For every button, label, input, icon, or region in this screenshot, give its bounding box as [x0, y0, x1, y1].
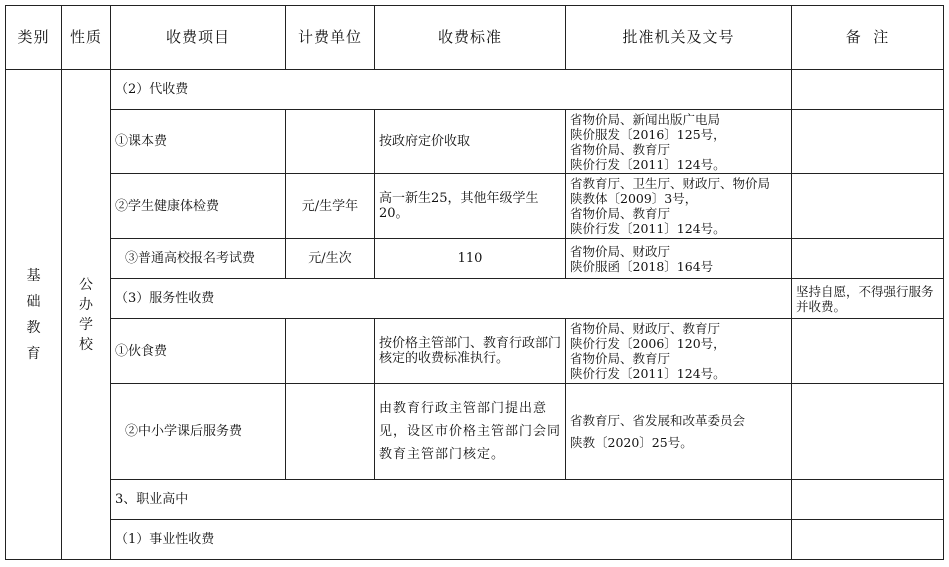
approval-line: 陕价服发〔2016〕125号，: [570, 126, 726, 142]
textbook-standard: 按政府定价收取: [375, 110, 566, 174]
afterschool-unit: [286, 384, 375, 480]
exam-remark: [792, 239, 944, 279]
vocational-section-remark: [792, 480, 944, 520]
approval-line: 陕价行发〔2006〕120号，: [570, 336, 726, 351]
approval-line: 陕价行发〔2011〕124号。: [570, 366, 726, 381]
vocational-section-label: 3、职业高中: [111, 480, 792, 520]
health-item: ②学生健康体检费: [111, 174, 286, 239]
table-row: [6, 110, 944, 174]
approval-line: 陕价行发〔2011〕124号。: [570, 156, 726, 172]
business-section-label: （1）事业性收费: [111, 520, 792, 560]
nature-cell: [62, 70, 111, 560]
category-value: 基础教育: [26, 267, 41, 362]
approval-line: 省物价局、教育厅: [570, 141, 671, 157]
table-row: [6, 384, 944, 480]
health-remark: [792, 174, 944, 239]
table-row: [6, 520, 944, 560]
service-section-remark: 坚持自愿，不得强行服务并收费。: [792, 279, 944, 319]
header-item: 收费项目: [111, 6, 286, 70]
meal-item: ①伙食费: [111, 319, 286, 384]
table-row: [6, 70, 944, 110]
afterschool-item: ②中小学课后服务费: [111, 384, 286, 480]
exam-item: ③普通高校报名考试费: [111, 239, 286, 279]
fee-table: [5, 5, 944, 560]
health-approval: [566, 174, 792, 239]
approval-line: 省教育厅、卫生厅、财政厅、物价局: [570, 176, 771, 191]
table-row: [6, 174, 944, 239]
header-unit: 计费单位: [286, 6, 375, 70]
service-section-label: （3）服务性收费: [111, 279, 792, 319]
textbook-unit: [286, 110, 375, 174]
health-standard: 高一新生25，其他年级学生20。: [375, 174, 566, 239]
header-nature: 性质: [62, 6, 111, 70]
approval-line: 陕教〔2020〕25号。: [570, 434, 693, 450]
exam-unit: 元/生次: [286, 239, 375, 279]
fee-table-document: [5, 5, 944, 560]
approval-line: 省教育厅、省发展和改革委员会: [570, 412, 746, 428]
exam-approval: [566, 239, 792, 279]
approval-line: 陕价服函〔2018〕164号: [570, 258, 714, 274]
business-section-remark: [792, 520, 944, 560]
afterschool-approval: [566, 384, 792, 480]
health-unit: 元/生学年: [286, 174, 375, 239]
table-header-row: [6, 6, 944, 70]
table-row: [6, 319, 944, 384]
exam-standard: 110: [375, 239, 566, 279]
header-remark: 备 注: [792, 6, 944, 70]
approval-line: 省物价局、新闻出版广电局: [570, 111, 721, 127]
category-cell: [6, 70, 62, 560]
approval-line: 陕教体〔2009〕3号，: [570, 191, 698, 206]
agency-section-label: （2）代收费: [111, 70, 792, 110]
approval-line: 省物价局、财政厅、教育厅: [570, 321, 721, 336]
afterschool-standard: 由教育行政主管部门提出意见，设区市价格主管部门会同教育主管部门核定。: [375, 384, 566, 480]
approval-line: 省物价局、教育厅: [570, 206, 671, 221]
textbook-approval: [566, 110, 792, 174]
afterschool-remark: [792, 384, 944, 480]
approval-line: 省物价局、财政厅: [570, 243, 671, 259]
table-row: [6, 279, 944, 319]
meal-unit: [286, 319, 375, 384]
meal-standard: 按价格主管部门、教育行政部门核定的收费标准执行。: [375, 319, 566, 384]
agency-section-remark: [792, 70, 944, 110]
approval-line: 省物价局、教育厅: [570, 351, 671, 366]
nature-value: 公办学校: [79, 276, 93, 353]
textbook-item: ①课本费: [111, 110, 286, 174]
header-category: 类别: [6, 6, 62, 70]
table-row: [6, 239, 944, 279]
approval-line: 陕价行发〔2011〕124号。: [570, 221, 726, 236]
header-approval: 批准机关及文号: [566, 6, 792, 70]
meal-approval: [566, 319, 792, 384]
textbook-remark: [792, 110, 944, 174]
table-row: [6, 480, 944, 520]
header-standard: 收费标准: [375, 6, 566, 70]
meal-remark: [792, 319, 944, 384]
